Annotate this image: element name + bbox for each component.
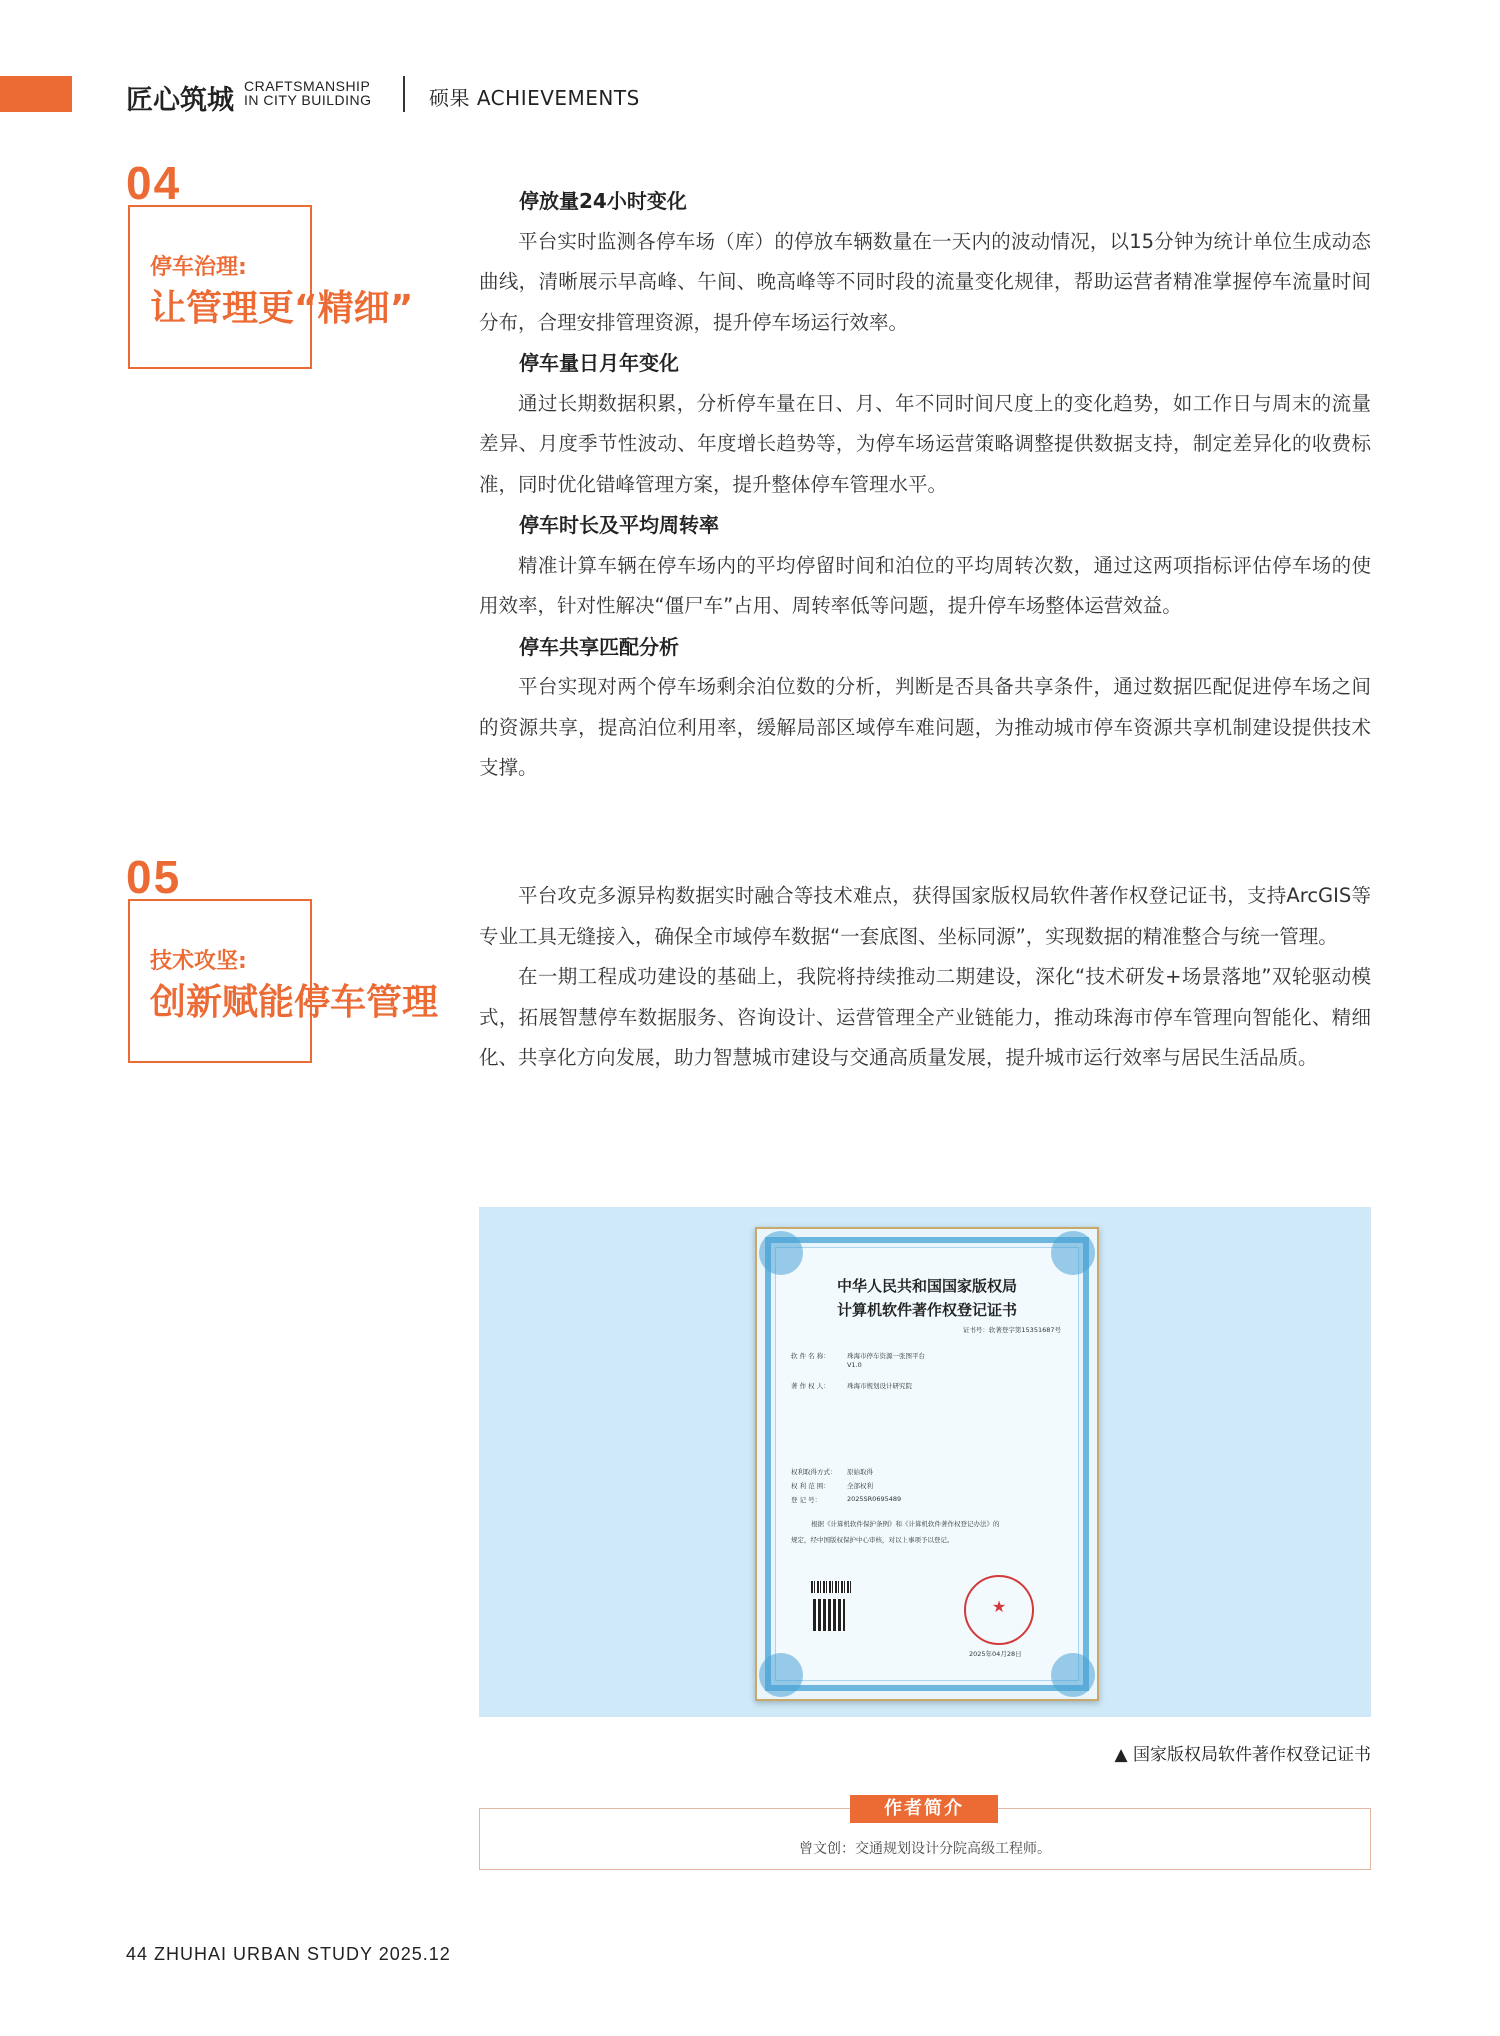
certificate [755, 1227, 1099, 1701]
brand-title: 匠心筑城 [126, 85, 234, 116]
field-label: 登 记 号： [791, 1496, 822, 1504]
author-box [479, 1798, 1371, 1870]
certificate-photo [479, 1207, 1371, 1717]
subheading: 停车共享匹配分析 [519, 634, 679, 659]
brand-subtitle-line1: CRAFTSMANSHIP [244, 78, 371, 94]
registration-number: 2025SR0695489 [847, 1495, 902, 1503]
paragraph: 平台实现对两个停车场剩余泊位数的分析，判断是否具备共享条件，通过数据匹配促进停车场之间的资源共享，提高泊位利用率，缓解局部区域停车难问题，为推动城市停车资源共享机制建设提供技术支撑。 [479, 675, 1371, 779]
subheading: 停车量日月年变化 [519, 351, 679, 375]
field-label: 权利取得方式： [791, 1468, 837, 1476]
certificate-statement: 规定，经中国版权保护中心审核，对以上事项予以登记。 [791, 1536, 954, 1544]
header-divider [403, 76, 405, 112]
header-accent-bar [0, 76, 72, 112]
field-label: 权 利 范 围： [791, 1482, 830, 1490]
figure-caption: ▲ 国家版权局软件著作权登记证书 [1114, 1745, 1371, 1765]
section-title: 创新赋能停车管理 [150, 982, 439, 1023]
paragraph: 平台攻克多源异构数据实时融合等技术难点，获得国家版权局软件著作权登记证书，支持ArcGIS等专业工具无缝接入，确保全市域停车数据“一套底图、坐标同源”，实现数据的精准整合与统一管理。 [479, 884, 1371, 948]
subheading: 停车时长及平均周转率 [519, 513, 719, 537]
ornament-icon [1051, 1653, 1095, 1697]
acquire-method: 原始取得 [847, 1468, 873, 1476]
section-label: 停车治理: [150, 255, 247, 280]
certificate-statement: 根据《计算机软件保护条例》和《计算机软件著作权登记办法》的 [811, 1520, 1000, 1528]
ornament-icon [759, 1653, 803, 1697]
section-label: 技术攻坚: [150, 949, 247, 974]
section-05-body [479, 876, 1371, 1079]
brand-subtitle-line2: IN CITY BUILDING [244, 92, 372, 108]
copyright-owner: 珠海市规划设计研究院 [847, 1382, 912, 1390]
ornament-icon [1051, 1231, 1095, 1275]
section-title: 让管理更“精细” [150, 288, 414, 329]
section-number: 04 [126, 157, 182, 209]
paragraph: 在一期工程成功建设的基础上，我院将持续推动二期建设，深化“技术研发+场景落地”双轮驱动模式，拓展智慧停车数据服务、咨询设计、运营管理全产业链能力，推动珠海市停车管理向智能化、精细化、共享化方向发展，助力智慧城市建设与交通高质量发展，提升城市运行效率与居民生活品质。 [479, 965, 1371, 1069]
rights-scope: 全部权利 [847, 1482, 873, 1490]
ornament-icon [759, 1231, 803, 1275]
section-04-body [479, 181, 1371, 789]
subheading: 停放量24小时变化 [519, 189, 687, 213]
brand-subtitle [244, 79, 372, 107]
page-footer: 44 ZHUHAI URBAN STUDY 2025.12 [126, 1944, 451, 1964]
qr-code-icon [813, 1599, 845, 1631]
paragraph: 通过长期数据积累，分析停车量在日、月、年不同时间尺度上的变化趋势，如工作日与周末的流量差异、月度季节性波动、年度增长趋势等，为停车场运营策略调整提供数据支持，制定差异化的收费标准，同时优化错峰管理方案，提升整体停车管理水平。 [479, 391, 1371, 496]
field-label: 著 作 权 人： [791, 1382, 830, 1390]
section-name: 硕果 ACHIEVEMENTS [429, 86, 640, 110]
certificate-title-2: 计算机软件著作权登记证书 [836, 1301, 1017, 1319]
paragraph: 精准计算车辆在停车场内的平均停留时间和泊位的平均周转次数，通过这两项指标评估停车场的使用效率，针对性解决“僵尸车”占用、周转率低等问题，提升停车场整体运营效益。 [479, 553, 1371, 617]
certificate-title-1: 中华人民共和国国家版权局 [836, 1277, 1017, 1295]
software-version: V1.0 [847, 1361, 862, 1369]
certificate-date: 2025年04月28日 [969, 1650, 1022, 1658]
paragraph: 平台实时监测各停车场（库）的停放车辆数量在一天内的波动情况，以15分钟为统计单位生成动态曲线，清晰展示早高峰、午间、晚高峰等不同时段的流量变化规律，帮助运营者精准掌握停车流量时间分布，合理安排管理资源，提升停车场运行效率。 [479, 229, 1371, 334]
section-number: 05 [126, 851, 182, 903]
author-tag: 作者简介 [850, 1795, 998, 1823]
certificate-number: 证书号：软著登字第15351687号 [962, 1326, 1061, 1334]
field-label: 软 件 名 称： [791, 1352, 830, 1360]
author-bio: 曾文创：交通规划设计分院高级工程师。 [799, 1841, 1051, 1857]
barcode-icon [811, 1581, 851, 1593]
software-name: 珠海市停车资源一张图平台 [847, 1352, 925, 1360]
official-seal-icon: ★ [964, 1575, 1034, 1645]
